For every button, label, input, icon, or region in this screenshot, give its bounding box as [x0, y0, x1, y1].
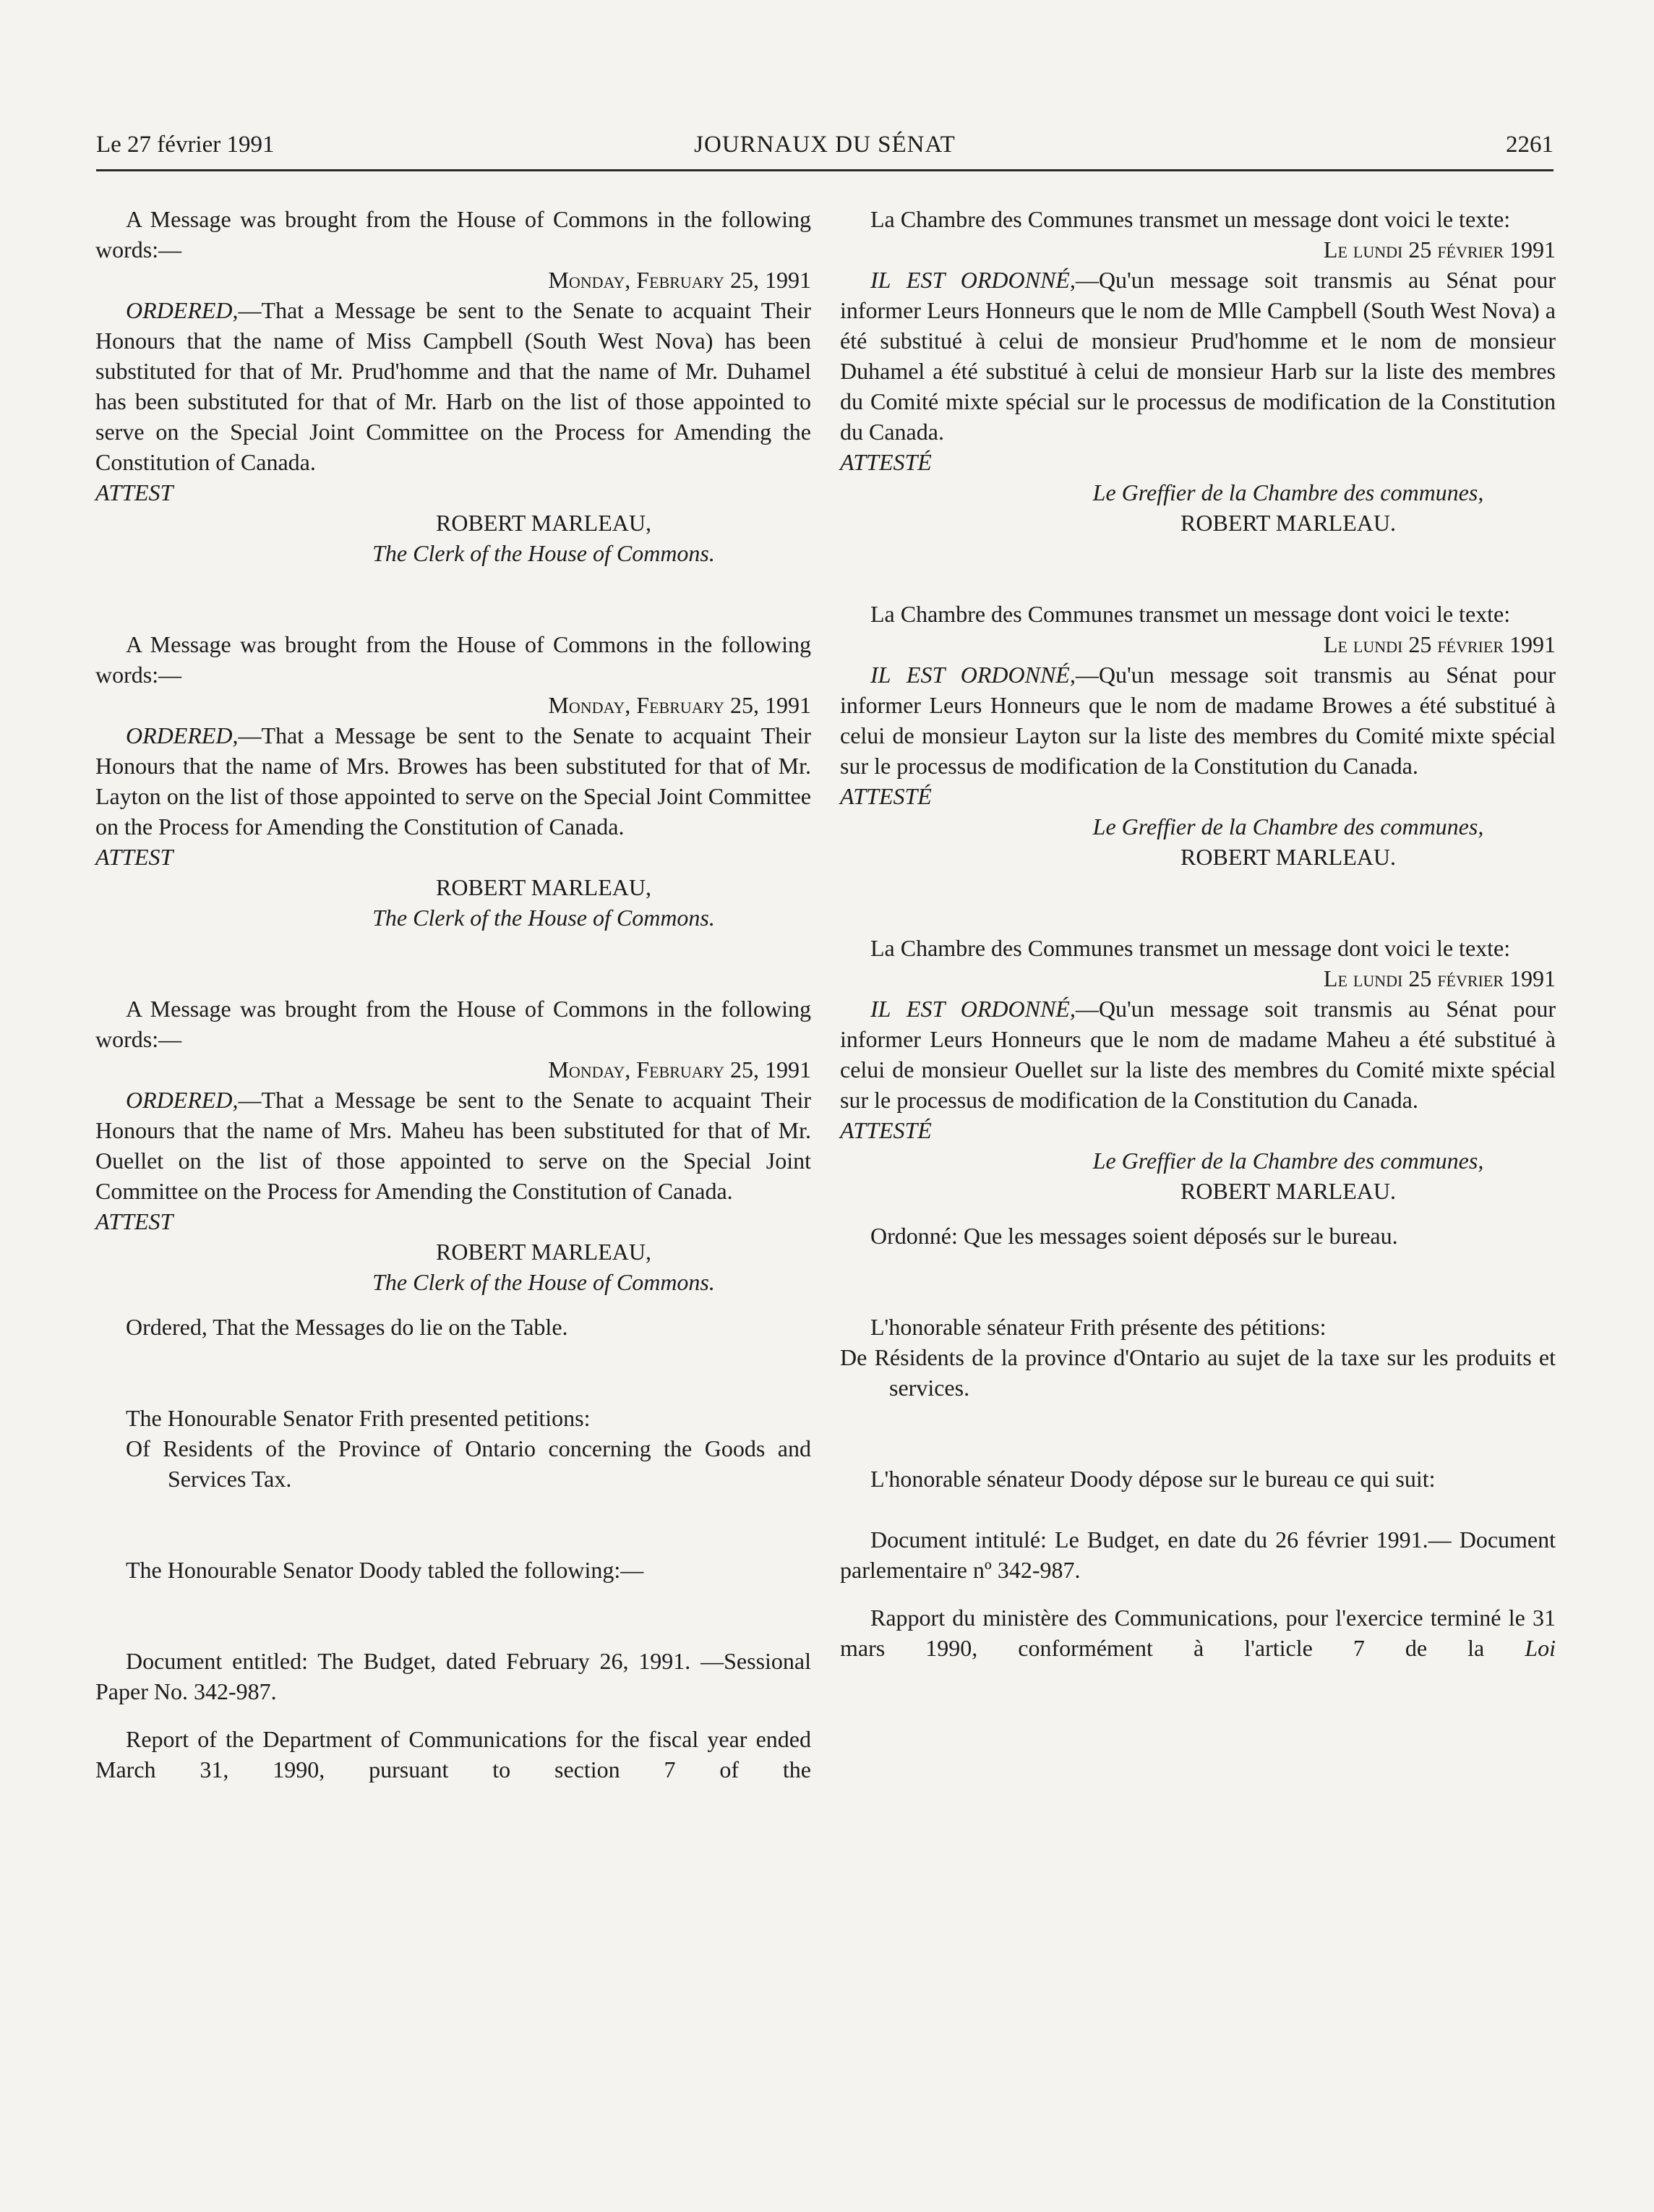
doody-intro: L'honorable sénateur Doody dépose sur le bureau ce qui suit: [870, 1466, 1436, 1492]
report-law-word: Loi [1525, 1635, 1556, 1661]
message-date: Monday, February 25, 1991 [548, 267, 811, 293]
clerk-name: ROBERT MARLEAU. [1180, 1178, 1396, 1204]
message-date: Monday, February 25, 1991 [548, 692, 811, 718]
order-text: —That a Message be sent to the Senate to acquaint Their Honours that the name of Mrs. Browes has been substituted for that of Mr. Layton on the list of those appointed to serve on the Special Joint Committee on the Process for Amending the Constitution of Canada. [95, 722, 811, 840]
clerk-title: The Clerk of the House of Commons. [372, 1269, 715, 1295]
tabled-document: Document entitled: The Budget, dated February 26, 1991. —Sessional Paper No. 342-987. [95, 1648, 811, 1704]
header-page-number: 2261 [1506, 132, 1554, 158]
message-intro: La Chambre des Communes transmet un message dont voici le texte: [870, 206, 1511, 232]
clerk-name: ROBERT MARLEAU, [436, 510, 651, 536]
message-order [95, 1085, 811, 1206]
message-date: Monday, February 25, 1991 [548, 1056, 811, 1082]
tabled-report [840, 1602, 1556, 1663]
ordered-label: ORDERED, [126, 722, 239, 748]
english-column [95, 204, 811, 1785]
attest-label: ATTESTÉ [840, 783, 932, 809]
header-date: Le 27 février 1991 [96, 132, 275, 158]
order-text: —That a Message be sent to the Senate to acquaint Their Honours that the name of Miss Campbell (South West Nova) has been substituted for that of Mr. Prud'homme and that the name of Mr. Duhamel has been substituted for that of Mr. Harb on the list of those appointed to serve on the Special Joint Committee on the Process for Amending the Constitution of Canada. [95, 297, 811, 475]
message-order [95, 720, 811, 842]
clerk-title: Le Greffier de la Chambre des communes, [1092, 814, 1484, 840]
attest-label: ATTEST [95, 1208, 173, 1234]
order-text: —Qu'un message soit transmis au Sénat pour informer Leurs Honneurs que le nom de madame Maheu a été substitué à celui de monsieur Ouellet sur la liste des membres du Comité mixte spécial sur le processus de modification de la Constitution du Canada. [840, 996, 1556, 1113]
frith-intro: The Honourable Senator Frith presented petitions: [126, 1405, 591, 1431]
message-order [840, 265, 1556, 447]
ordered-label: IL EST ORDONNÉ, [870, 996, 1076, 1022]
ordered-label: ORDERED, [126, 1087, 239, 1113]
message-date: Le lundi 25 février 1991 [1323, 965, 1556, 991]
ordered-label: ORDERED, [126, 297, 239, 323]
tabled-document: Document intitulé: Le Budget, en date du 26 février 1991.— Document parlementaire nº 342-987. [840, 1526, 1556, 1583]
french-column [840, 204, 1556, 1663]
ordered-table-text: Ordered, That the Messages do lie on the Table. [126, 1314, 568, 1340]
order-text: —That a Message be sent to the Senate to acquaint Their Honours that the name of Mrs. Maheu has been substituted for that of Mr. Ouellet on the list of those appointed to serve on the Special Joint Committee on the Process for Amending the Constitution of Canada. [95, 1087, 811, 1204]
ordered-label: IL EST ORDONNÉ, [870, 662, 1076, 688]
ordered-table-text: Ordonné: Que les messages soient déposés sur le bureau. [870, 1223, 1398, 1249]
order-text: —Qu'un message soit transmis au Sénat pour informer Leurs Honneurs que le nom de madame Browes a été substitué à celui de monsieur Layton sur la liste des membres du Comité mixte spécial sur le processus de modification de la Constitution du Canada. [840, 662, 1556, 779]
attest-label: ATTEST [95, 844, 173, 870]
message-order [840, 659, 1556, 781]
page-header [96, 132, 1554, 168]
message-order [840, 994, 1556, 1115]
ordered-label: IL EST ORDONNÉ, [870, 267, 1076, 293]
message-date: Le lundi 25 février 1991 [1323, 236, 1556, 262]
message-order [95, 295, 811, 477]
clerk-title: The Clerk of the House of Commons. [372, 540, 715, 566]
message-intro: A Message was brought from the House of Commons in the following words:— [95, 996, 811, 1052]
clerk-title: Le Greffier de la Chambre des communes, [1092, 1148, 1484, 1174]
message-intro: A Message was brought from the House of Commons in the following words:— [95, 206, 811, 262]
header-title: JOURNAUX DU SÉNAT [694, 132, 956, 158]
clerk-name: ROBERT MARLEAU, [436, 874, 651, 900]
attest-label: ATTESTÉ [840, 1117, 932, 1143]
clerk-name: ROBERT MARLEAU. [1180, 510, 1396, 536]
tabled-report: Report of the Department of Communications for the fiscal year ended March 31, 1990, pursuant to section 7 of the [95, 1726, 811, 1782]
clerk-title: Le Greffier de la Chambre des communes, [1092, 479, 1484, 505]
frith-petition: De Résidents de la province d'Ontario au sujet de la taxe sur les produits et services. [840, 1344, 1556, 1401]
frith-intro: L'honorable sénateur Frith présente des pétitions: [870, 1314, 1327, 1340]
header-rule [96, 169, 1554, 171]
report-text: Rapport du ministère des Communications, pour l'exercice terminé le 31 mars 1990, conformément à l'article 7 de la [840, 1605, 1556, 1661]
order-text: —Qu'un message soit transmis au Sénat pour informer Leurs Honneurs que le nom de Mlle Campbell (South West Nova) a été substitué à celui de monsieur Prud'homme et le nom de monsieur Duhamel a été substitué à celui de monsieur Harb sur la liste des membres du Comité mixte spécial sur le processus de modification de la Constitution du Canada. [840, 267, 1556, 445]
attest-label: ATTEST [95, 479, 173, 505]
doody-intro: The Honourable Senator Doody tabled the following:— [126, 1557, 644, 1583]
attest-label: ATTESTÉ [840, 449, 932, 475]
message-intro: La Chambre des Communes transmet un message dont voici le texte: [870, 601, 1511, 627]
message-intro: La Chambre des Communes transmet un message dont voici le texte: [870, 935, 1511, 961]
message-intro: A Message was brought from the House of Commons in the following words:— [95, 631, 811, 688]
clerk-name: ROBERT MARLEAU, [436, 1239, 651, 1265]
clerk-name: ROBERT MARLEAU. [1180, 844, 1396, 870]
clerk-title: The Clerk of the House of Commons. [372, 905, 715, 931]
frith-petition: Of Residents of the Province of Ontario concerning the Goods and Services Tax. [126, 1435, 811, 1492]
message-date: Le lundi 25 février 1991 [1323, 631, 1556, 657]
